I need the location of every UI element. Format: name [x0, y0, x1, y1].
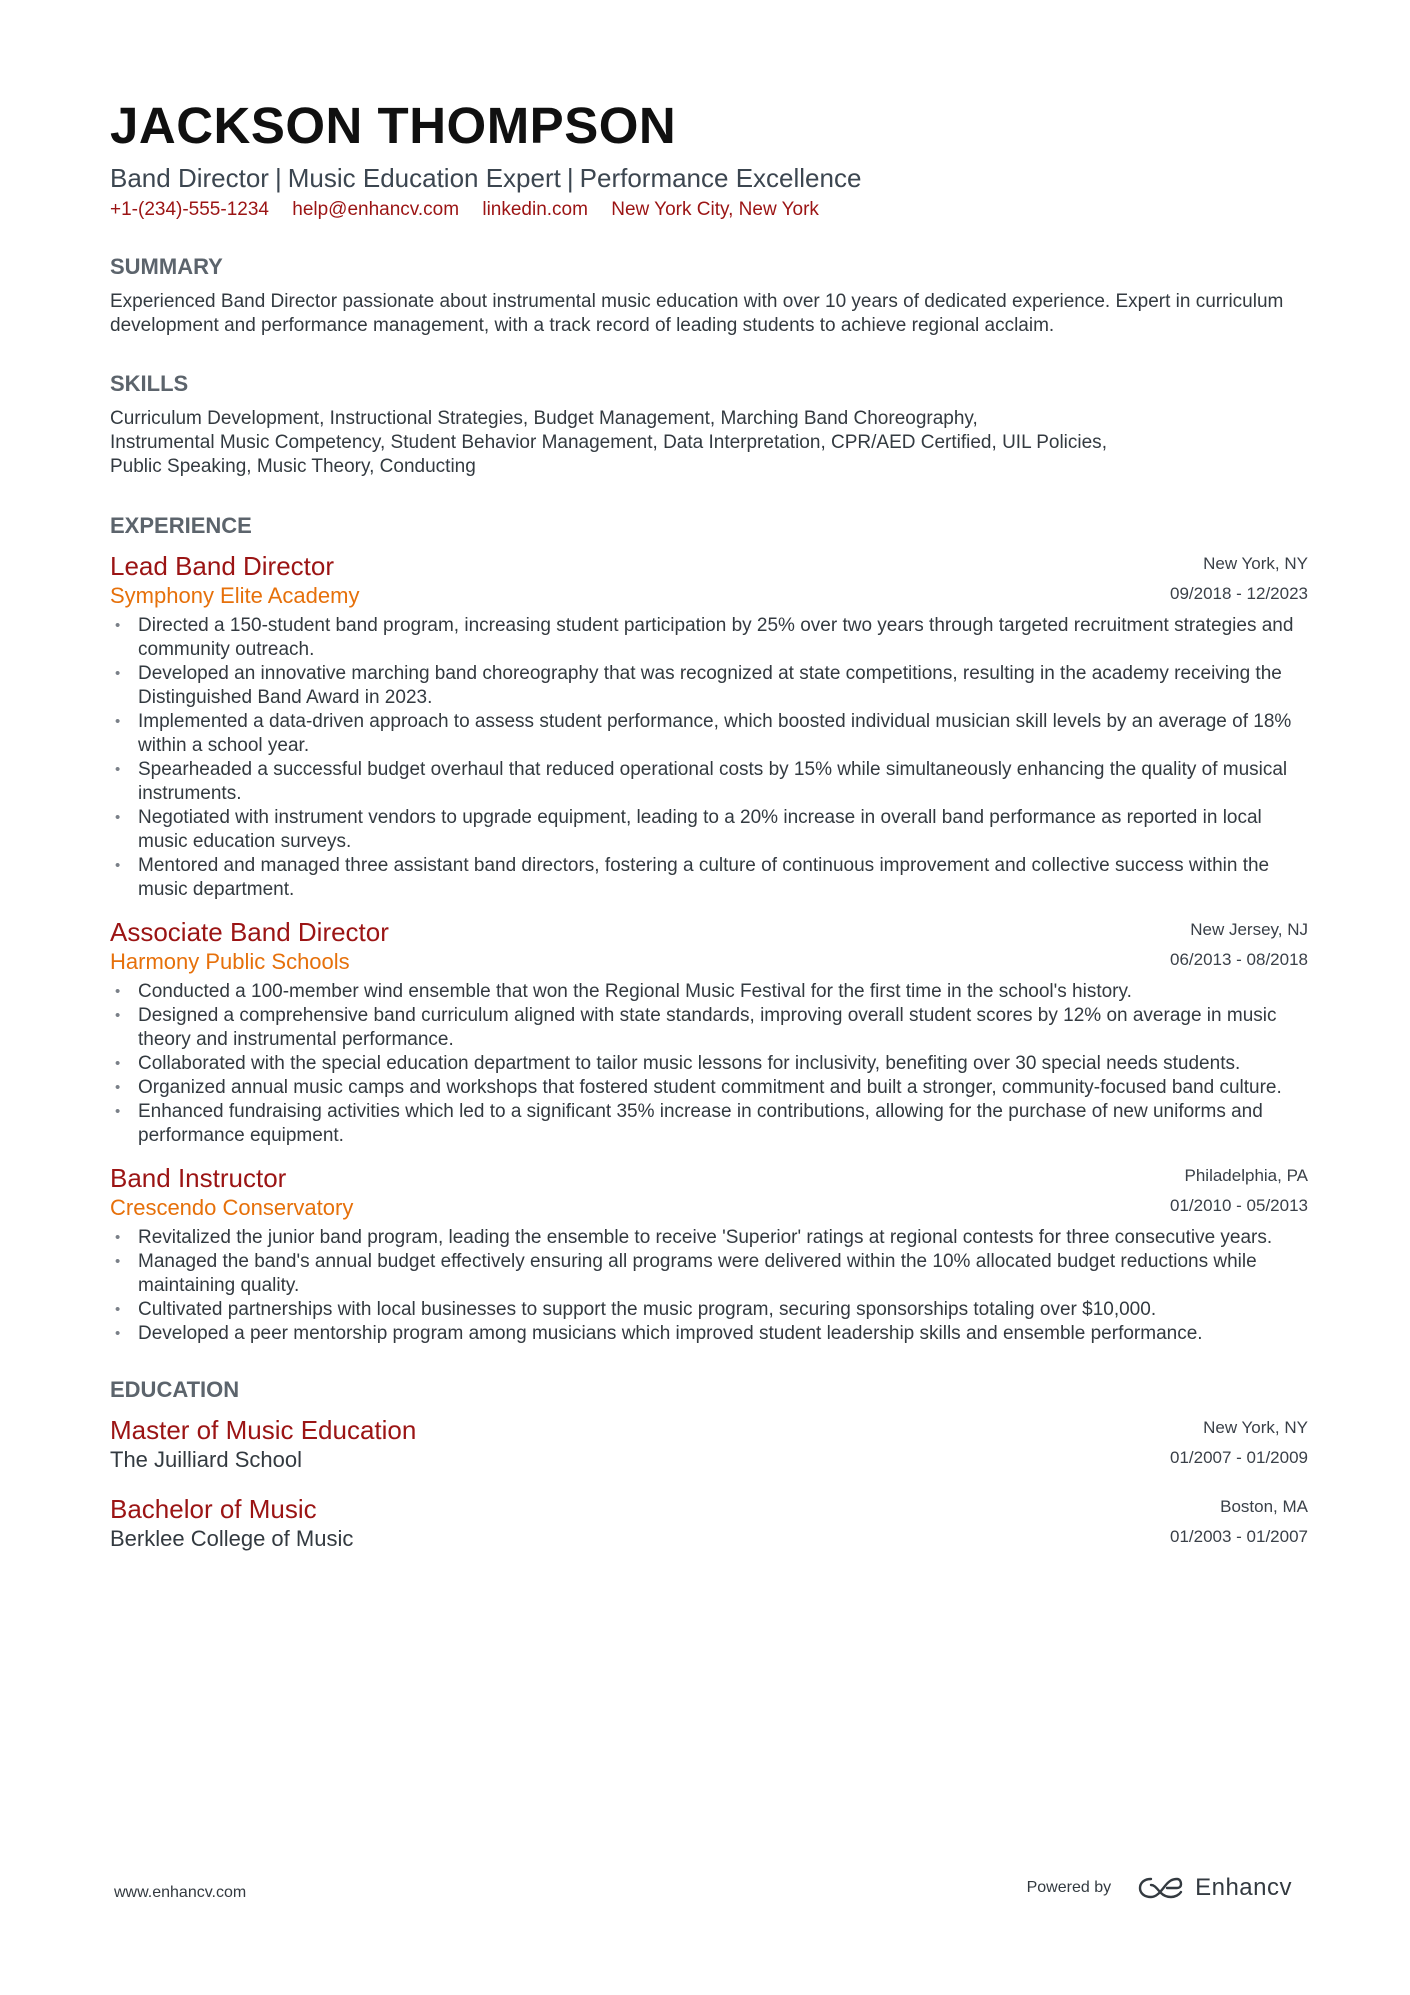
job-title: Associate Band Director [110, 917, 389, 947]
headline-item: Music Education Expert [287, 163, 561, 193]
skill-item: UIL Policies [1002, 432, 1102, 453]
bullet-item: • Implemented a data-driven approach to assess student performance, which boosted individual musician skill levels by an average of 18% within a school year. [110, 710, 1308, 758]
skill-item: Public Speaking [110, 456, 247, 477]
job-location: Philadelphia, PA [1184, 1166, 1308, 1185]
school-name: The Juilliard School [110, 1447, 302, 1472]
headline-separator: | [274, 163, 282, 193]
bullet-item: • Collaborated with the special education department to tailor music lessons for inclusivity, benefiting over 30 special needs students. [110, 1052, 1308, 1076]
powered-by-label: Powered by [1026, 1879, 1112, 1896]
skill-item: Curriculum Development [110, 408, 320, 429]
headline-separator: | [566, 163, 574, 193]
company-name: Crescendo Conservatory [110, 1195, 354, 1220]
entry-header [110, 916, 1308, 976]
job-bullets [110, 614, 1308, 902]
experience-section [110, 512, 1308, 1346]
job-title: Band Instructor [110, 1163, 287, 1193]
experience-entry [110, 1162, 1308, 1346]
section-title: EDUCATION [110, 1377, 240, 1402]
job-bullets [110, 980, 1308, 1148]
summary-section [110, 253, 1308, 338]
skills-line: Public Speaking, Music Theory, Conducting [110, 456, 476, 477]
candidate-name: JACKSON THOMPSON [110, 97, 677, 154]
bullet-item: • Enhanced fundraising activities which led to a significant 35% increase in contributions, allowing for the purchase of new uniforms and performance equipment. [110, 1100, 1308, 1148]
skills-line: Curriculum Development, Instructional Strategies, Budget Management, Marching Band Choreography, [110, 408, 978, 429]
headline-item: Performance Excellence [579, 163, 862, 193]
footer-branding [1027, 1874, 1292, 1902]
skill-item: Conducting [379, 456, 476, 477]
location-text: New York City, New York [611, 199, 819, 220]
job-location: New York, NY [1203, 554, 1308, 573]
experience-entry [110, 550, 1308, 902]
linkedin-link[interactable]: linkedin.com [482, 199, 588, 220]
skill-item: Music Theory [256, 456, 370, 477]
bullet-item: • Mentored and managed three assistant band directors, fostering a culture of continuous improvement and collective success within the music department. [110, 854, 1308, 902]
skill-item: Marching Band Choreography [720, 408, 973, 429]
section-title: SUMMARY [110, 254, 223, 279]
bullet-item: • Developed an innovative marching band choreography that was recognized at state competitions, resulting in the academy receiving the Distinguished Band Award in 2023. [110, 662, 1308, 710]
entry-header [110, 1414, 1308, 1474]
job-location: New Jersey, NJ [1190, 920, 1308, 939]
footer-website[interactable]: www.enhancv.com [114, 1884, 247, 1901]
job-dates: 09/2018 - 12/2023 [1169, 584, 1308, 603]
contact-info [110, 197, 1308, 223]
education-dates: 01/2003 - 01/2007 [1169, 1527, 1308, 1546]
education-entry [110, 1414, 1308, 1474]
bullet-item: • Spearheaded a successful budget overhaul that reduced operational costs by 15% while simultaneously enhancing the quality of musical instruments. [110, 758, 1308, 806]
company-name: Harmony Public Schools [110, 949, 350, 974]
skill-item: Budget Management [533, 408, 710, 429]
bullet-item: • Cultivated partnerships with local businesses to support the music program, securing sponsorships totaling over $10,000. [110, 1298, 1308, 1322]
enhancv-logo-icon [1137, 1875, 1183, 1901]
bullet-item: • Conducted a 100-member wind ensemble that won the Regional Music Festival for the first time in the school's history. [110, 980, 1308, 1004]
summary-text: Experienced Band Director passionate about instrumental music education with over 10 years of dedicated experience. Expert in curriculum development and performance management, with a track record of leading students to achieve regional acclaim. [110, 291, 1284, 336]
entry-header [110, 1493, 1308, 1553]
school-name: Berklee College of Music [110, 1526, 354, 1551]
skills-section [110, 370, 1308, 479]
school-location: Boston, MA [1220, 1497, 1308, 1516]
school-location: New York, NY [1203, 1418, 1308, 1437]
bullet-item: • Revitalized the junior band program, leading the ensemble to receive 'Superior' ratings at regional contests for three consecutive years. [110, 1226, 1308, 1250]
skill-item: Student Behavior Management [390, 432, 653, 453]
email-link[interactable]: help@enhancv.com [292, 199, 460, 220]
headline-item: Band Director [110, 163, 269, 193]
skills-list [110, 407, 1308, 479]
degree-title: Master of Music Education [110, 1415, 417, 1445]
section-title: SKILLS [110, 371, 189, 396]
skill-item: Data Interpretation [663, 432, 821, 453]
headline [110, 162, 1308, 194]
resume-content [110, 96, 1308, 1553]
entry-header [110, 1162, 1308, 1222]
job-bullets [110, 1226, 1308, 1346]
job-dates: 01/2010 - 05/2013 [1169, 1196, 1308, 1215]
section-title: EXPERIENCE [110, 513, 252, 538]
job-title: Lead Band Director [110, 551, 335, 581]
entry-header [110, 550, 1308, 610]
skills-line: Instrumental Music Competency, Student Behavior Management, Data Interpretation, CPR/AED Certified, UIL Policies, [110, 432, 1107, 453]
degree-title: Bachelor of Music [110, 1494, 317, 1524]
phone-link[interactable]: +1-(234)-555-1234 [110, 199, 269, 220]
experience-entry [110, 916, 1308, 1148]
skill-item: CPR/AED Certified [831, 432, 992, 453]
bullet-item: • Negotiated with instrument vendors to upgrade equipment, leading to a 20% increase in overall band performance as reported in local music education surveys. [110, 806, 1308, 854]
bullet-item: • Managed the band's annual budget effectively ensuring all programs were delivered within the 10% allocated budget reductions while maintaining quality. [110, 1250, 1308, 1298]
bullet-item: • Designed a comprehensive band curriculum aligned with state standards, improving overall student scores by 12% on average in music theory and instrumental performance. [110, 1004, 1308, 1052]
education-entry [110, 1493, 1308, 1553]
bullet-item: • Directed a 150-student band program, increasing student participation by 25% over two years through targeted recruitment strategies and community outreach. [110, 614, 1308, 662]
bullet-item: • Developed a peer mentorship program among musicians which improved student leadership skills and ensemble performance. [110, 1322, 1308, 1346]
skill-item: Instructional Strategies [329, 408, 523, 429]
education-dates: 01/2007 - 01/2009 [1169, 1448, 1308, 1467]
enhancv-logo-text: Enhancv [1195, 1874, 1292, 1901]
job-dates: 06/2013 - 08/2018 [1169, 950, 1308, 969]
skill-item: Instrumental Music Competency [110, 432, 380, 453]
bullet-item: • Organized annual music camps and workshops that fostered student commitment and built a stronger, community-focused band culture. [110, 1076, 1308, 1100]
company-name: Symphony Elite Academy [110, 583, 360, 608]
education-section [110, 1376, 1308, 1553]
